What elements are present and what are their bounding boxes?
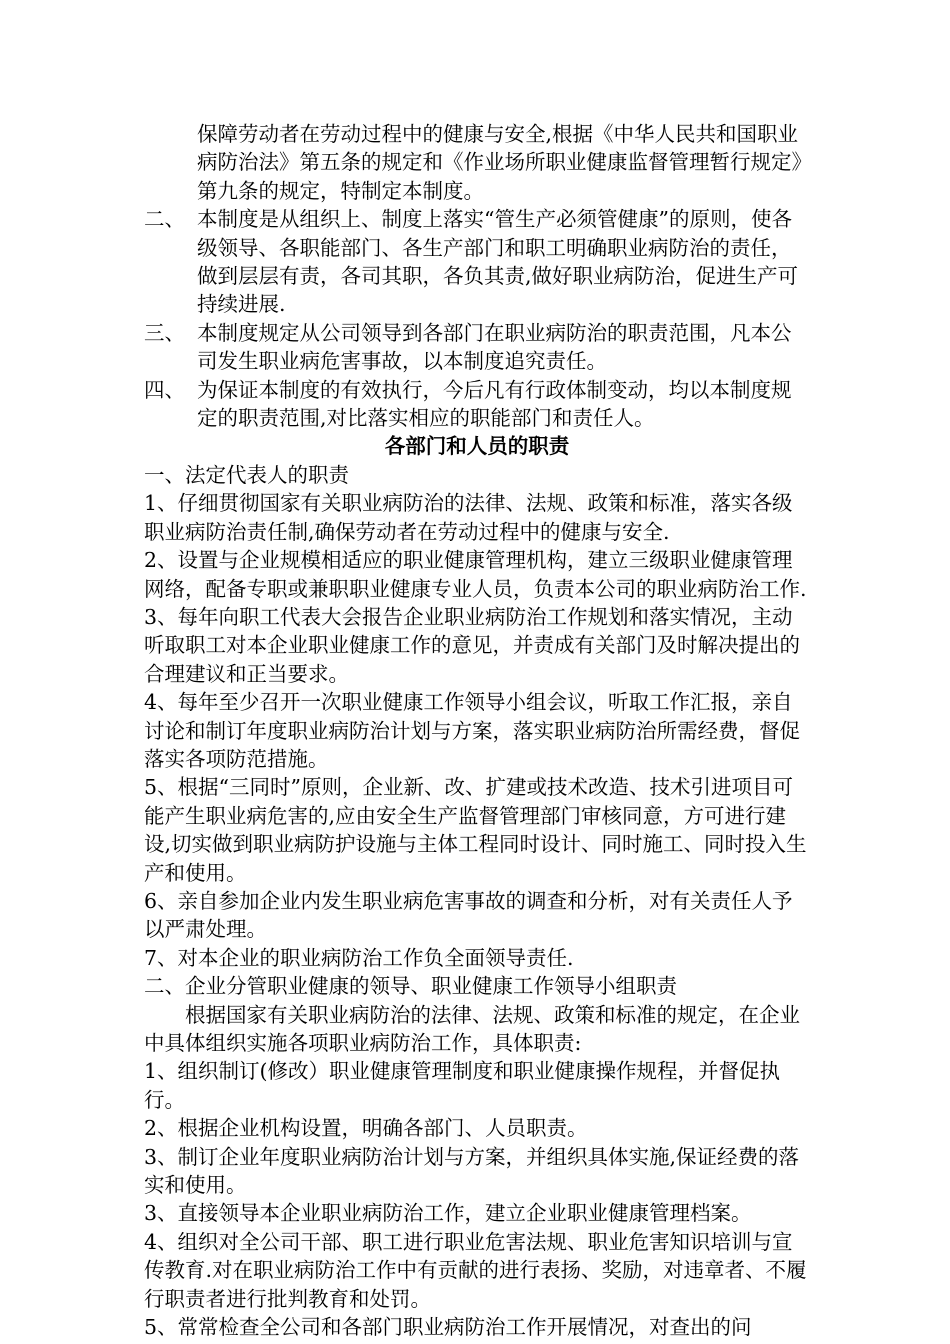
article-3-text: 本制度规定从公司领导到各部门在职业病防治的职责范围，凡本公司发生职业病危害事故，以本制度追究责任。 [197, 320, 792, 374]
part2-item: 3、直接领导本企业职业病防治工作，建立企业职业健康管理档案。 [144, 1201, 752, 1226]
part1-item: 5、根据“三同时”原则，企业新、改、扩建或技术改造、技术引进项目可能产生职业病危害的,应由安全生产监督管理部门审核同意，方可进行建设,切实做到职业病防护设施与主体工程同时设计、同时施工、同时投入生产和使用。 [144, 775, 807, 885]
article-4-number: 四、 [144, 377, 185, 402]
part1-item: 7、对本企业的职业病防治工作负全面领导责任. [144, 945, 574, 970]
article-4-text: 为保证本制度的有效执行，今后凡有行政体制变动，均以本制度规定的职责范围,对比落实相应的职能部门和责任人。 [197, 377, 792, 431]
article-2-number: 二、 [144, 207, 185, 232]
part2-item: 2、根据企业机构设置，明确各部门、人员职责。 [144, 1116, 588, 1141]
part2-intro: 根据国家有关职业病防治的法律、法规、政策和标准的规定，在企业中具体组织实施各项职业病防治工作，具体职责: [144, 1002, 800, 1055]
part1-title: 一、法定代表人的职责 [144, 462, 349, 487]
part2-title: 二、企业分管职业健康的领导、职业健康工作领导小组职责 [144, 974, 677, 999]
article-2 [144, 205, 810, 319]
article-4 [144, 376, 810, 433]
article-3-number: 三、 [144, 320, 185, 345]
section-heading: 各部门和人员的职责 [384, 434, 570, 459]
part1-item: 3、每年向职工代表大会报告企业职业病防治工作规划和落实情况，主动听取职工对本企业职业健康工作的意见，并责成有关部门及时解决提出的合理建议和正当要求。 [144, 604, 800, 686]
part2-item: 4、组织对全公司干部、职工进行职业危害法规、职业危害知识培训与宣传教育.对在职业病防治工作中有贡献的进行表扬、奖励，对违章者、不履行职责者进行批判教育和处罚。 [144, 1229, 807, 1311]
part2-item: 3、制订企业年度职业病防治计划与方案，并组织具体实施,保证经费的落实和使用。 [144, 1144, 800, 1198]
document-body [144, 120, 810, 1341]
article-1-continuation: 保障劳动者在劳动过程中的健康与安全,根据《中华人民共和国职业病防治法》第五条的规定和《作业场所职业健康监督管理暂行规定》第九条的规定，特制定本制度。 [197, 122, 802, 203]
part1-item: 1、仔细贯彻国家有关职业病防治的法律、法规、政策和标准，落实各级职业病防治责任制,确保劳动者在劳动过程中的健康与安全. [144, 491, 793, 544]
part1-item: 6、亲自参加企业内发生职业病危害事故的调查和分析，对有关责任人予以严肃处理。 [144, 888, 793, 942]
part1-item: 4、每年至少召开一次职业健康工作领导小组会议，听取工作汇报，亲自讨论和制订年度职业病防治计划与方案，落实职业病防治所需经费，督促落实各项防范措施。 [144, 690, 800, 771]
part2-item: 1、组织制订(修改）职业健康管理制度和职业健康操作规程，并督促执行。 [144, 1059, 781, 1112]
part2-item: 5、常常检查全公司和各部门职业病防治工作开展情况，对查出的问 [144, 1315, 752, 1340]
article-2-text: 本制度是从组织上、制度上落实“管生产必须管健康”的原则，使各级领导、各职能部门、各生产部门和职工明确职业病防治的责任，做到层层有责，各司其职，各负其责,做好职业病防治，促进生产可持续进展. [197, 207, 799, 317]
part1-item: 2、设置与企业规模相适应的职业健康管理机构，建立三级职业健康管理网络，配备专职或兼职职业健康专业人员，负责本公司的职业病防治工作. [144, 548, 807, 601]
article-3 [144, 319, 810, 376]
